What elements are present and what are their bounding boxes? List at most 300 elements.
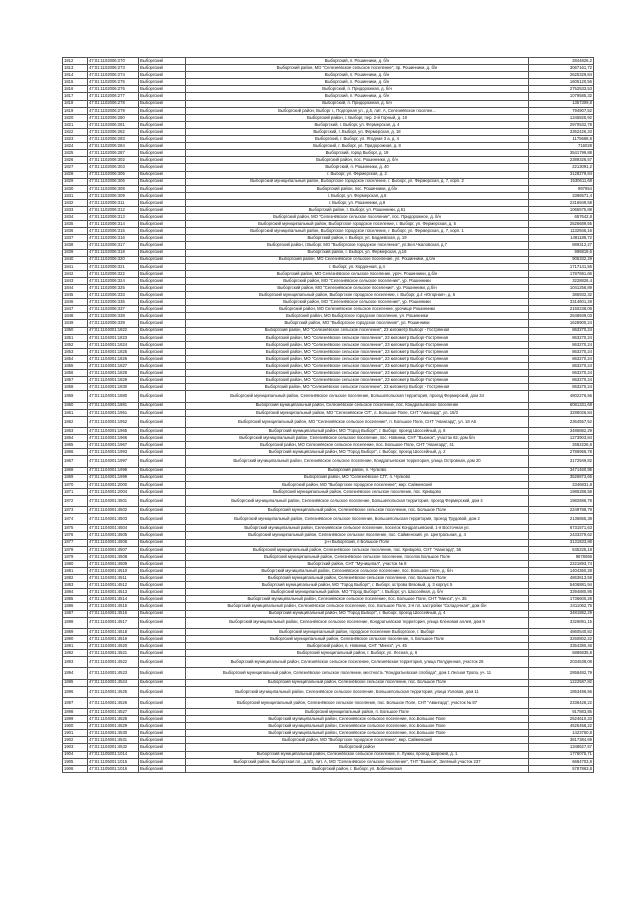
row-number-cell: 1822: [63, 128, 88, 135]
address-cell: Выборгский муниципальный район, Селезнёвское сельское поселение, пос. Большое Поле, СНТ "Авангард", участок № 87: [186, 697, 529, 708]
row-number-cell: 1889: [63, 628, 88, 635]
district-cell: Выборгский: [139, 150, 186, 157]
district-cell: Выборгский: [139, 474, 186, 481]
cadastral-value-cell: 2389326,57: [529, 157, 594, 164]
address-cell: Выборгский район, МО "Селезнёвское сельское поселение", ур. Рошинники: [186, 277, 529, 284]
row-number-cell: 1878: [63, 546, 88, 553]
cadastral-number-cell: 47:01:1104001:4502: [88, 507, 139, 514]
cadastral-number-cell: 47:01:1104001:4504: [88, 525, 139, 532]
cadastral-value-cell: 6081331,68: [529, 402, 594, 409]
address-cell: Выборгский муниципальный район, Селезнёвское сельское поселение, пос. Новинки, СНТ "Вьюнок", участок 62, дом б/н: [186, 435, 529, 442]
cadastral-number-cell: 47:01:1104001:1967: [88, 442, 139, 449]
address-cell: Выборгский муниципальный район, Селезнёвское сельское поселение, пос.Большое Поле: [186, 730, 529, 737]
row-number-cell: 1856: [63, 370, 88, 377]
table-row: [63, 525, 594, 532]
cadastral-number-cell: 47:01:1105001:1015: [88, 758, 139, 765]
table-row: [63, 192, 594, 199]
cadastral-number-cell: 47:01:1104001:1826: [88, 355, 139, 362]
cadastral-number-cell: 47:01:1104001:1829: [88, 377, 139, 384]
district-cell: Выборгский: [139, 514, 186, 525]
table-row: [63, 617, 594, 628]
cadastral-value-cell: 2524610,33: [529, 716, 594, 723]
address-cell: Выборгский муниципальный район, Селезнёвское сельское поселение, пос. Большое Поле: [186, 507, 529, 514]
address-cell: Выборгский муниципальный район, МО "Селезнёвское СП", п. Большое Поле, СНТ "Авангард", ул. 18/3: [186, 409, 529, 416]
table-row: [63, 474, 594, 481]
cadastral-value-cell: 863270,24: [529, 363, 594, 370]
address-cell: Выборгский, п. Придорожная, д. б/н: [186, 86, 529, 93]
row-number-cell: 1847: [63, 306, 88, 313]
district-cell: Выборгский: [139, 171, 186, 178]
district-cell: Выборгский: [139, 100, 186, 107]
cadastral-value-cell: 545225,18: [529, 546, 594, 553]
row-number-cell: 1884: [63, 589, 88, 596]
district-cell: Выборгский: [139, 751, 186, 758]
cadastral-value-cell: 3260802,22: [529, 635, 594, 642]
cadastral-number-cell: 47:01:1104001:1824: [88, 341, 139, 348]
row-number-cell: 1827: [63, 164, 88, 171]
cadastral-number-cell: 47:01:1102006:287: [88, 150, 139, 157]
row-number-cell: 1833: [63, 206, 88, 213]
district-cell: Выборгский: [139, 377, 186, 384]
table-row: [63, 341, 594, 348]
address-cell: Выборгский, г. Выборг, ул. Придорожная, д. 8: [186, 143, 529, 150]
row-number-cell: 1840: [63, 256, 88, 263]
table-row: [63, 716, 594, 723]
district-cell: Выборгский: [139, 192, 186, 199]
district-cell: Выборгский: [139, 567, 186, 574]
district-cell: Выборгский: [139, 560, 186, 567]
table-row: [63, 164, 594, 171]
address-cell: Выборгский муниципальный район, Выборгское городское поселение, г. Выборг, ул. Фермерская, д. 5: [186, 221, 529, 228]
cadastral-value-cell: 1985286,58: [529, 488, 594, 495]
table-row: [63, 178, 594, 185]
cadastral-number-cell: 47:01:1104001:4509: [88, 560, 139, 567]
cadastral-value-cell: 1736600,28: [529, 596, 594, 603]
row-number-cell: 1874: [63, 514, 88, 525]
table-row: [63, 150, 594, 157]
property-register-table: [62, 57, 594, 773]
row-number-cell: 1879: [63, 553, 88, 560]
cadastral-number-cell: 47:01:1102006:278: [88, 100, 139, 107]
address-cell: Выборгский район, МО "Селезнёвское сельское поселение", ур. Рошинники: [186, 299, 529, 306]
district-cell: Выборгский: [139, 334, 186, 341]
cadastral-number-cell: 47:01:1104001:1823: [88, 334, 139, 341]
cadastral-value-cell: 4525458,22: [529, 723, 594, 730]
cadastral-number-cell: 47:01:1104001:4511: [88, 575, 139, 582]
cadastral-number-cell: 47:01:1104001:4529: [88, 723, 139, 730]
row-number-cell: 1831: [63, 192, 88, 199]
row-number-cell: 1857: [63, 377, 88, 384]
table-row: [63, 363, 594, 370]
table-row: [63, 206, 594, 213]
table-row: [63, 143, 594, 150]
address-cell: Выборгский район, СНТ "Муниципал", участок № 8: [186, 560, 529, 567]
row-number-cell: 1893: [63, 657, 88, 668]
district-cell: Выборгский: [139, 628, 186, 635]
row-number-cell: 1825: [63, 150, 88, 157]
district-cell: Выборгский: [139, 292, 186, 299]
table-row: [63, 171, 594, 178]
address-cell: Выборгский район, МО "Селезнёвское сельское поселение", 23 километр Выборг-Гострянная: [186, 370, 529, 377]
address-cell: Выборгский муниципальный район, Селезнёвское сельское поселение, пос. Большое Поле, д. б/н: [186, 567, 529, 574]
row-number-cell: 1869: [63, 474, 88, 481]
row-number-cell: 1846: [63, 299, 88, 306]
address-cell: Выборгский район, МО Селезнёвское сельское поселение, урочище Рошинники: [186, 306, 529, 313]
row-number-cell: 1849: [63, 320, 88, 327]
address-cell: Выборгский район, МО Выборгское городское поселение, ул. Рошинники: [186, 313, 529, 320]
cadastral-number-cell: 47:01:1104001:1951: [88, 409, 139, 416]
table-row: [63, 481, 594, 488]
row-number-cell: 1860: [63, 402, 88, 409]
cadastral-value-cell: 2221893,74: [529, 560, 594, 567]
district-cell: Выборгский: [139, 256, 186, 263]
row-number-cell: 1848: [63, 313, 88, 320]
cadastral-value-cell: 863270,24: [529, 384, 594, 391]
table-row: [63, 758, 594, 765]
cadastral-number-cell: 47:01:1102006:333: [88, 292, 139, 299]
district-cell: Выборгский: [139, 488, 186, 495]
address-cell: р-н Выборгский, п Большое Поле: [186, 539, 529, 546]
row-number-cell: 1864: [63, 435, 88, 442]
district-cell: Выборгский: [139, 539, 186, 546]
table-row: [63, 427, 594, 434]
cadastral-number-cell: 47:01:1102006:270: [88, 58, 139, 65]
row-number-cell: 1876: [63, 532, 88, 539]
district-cell: Выборгский: [139, 642, 186, 649]
cadastral-value-cell: 6731571,63: [529, 525, 594, 532]
cadastral-value-cell: 5886835,8: [529, 650, 594, 657]
row-number-cell: 1904: [63, 751, 88, 758]
table-row: [63, 214, 594, 221]
cadastral-number-cell: 47:01:1104001:4517: [88, 617, 139, 628]
cadastral-value-cell: 3172949,82: [529, 456, 594, 467]
address-cell: Выборгский муниципальный район, Селезнёвское сельское поселение, пос. Кривцово, СНТ "Авангард", 55: [186, 546, 529, 553]
row-number-cell: 1816: [63, 86, 88, 93]
address-cell: г. Выборг, ул. Рошинники, д.8: [186, 199, 529, 206]
cadastral-number-cell: 47:01:1102006:324: [88, 277, 139, 284]
cadastral-number-cell: 47:01:1102006:317: [88, 242, 139, 249]
row-number-cell: 1891: [63, 642, 88, 649]
table-row: [63, 86, 594, 93]
table-row: [63, 391, 594, 402]
table-row: [63, 589, 594, 596]
row-number-cell: 1837: [63, 235, 88, 242]
table-row: [63, 128, 594, 135]
address-cell: Выборгский, г. Выборг, ул. Фермерская, д. 4: [186, 121, 529, 128]
district-cell: Выборгский: [139, 157, 186, 164]
cadastral-number-cell: 47:01:1102006:321: [88, 263, 139, 270]
row-number-cell: 1903: [63, 744, 88, 751]
cadastral-value-cell: 1222587,82: [529, 679, 594, 686]
cadastral-number-cell: 47:01:1104001:4514: [88, 596, 139, 603]
cadastral-number-cell: 47:01:1104001:1825: [88, 348, 139, 355]
district-cell: Выборгский: [139, 525, 186, 532]
cadastral-value-cell: 4860540,82: [529, 628, 594, 635]
cadastral-number-cell: 47:01:1104001:4523: [88, 668, 139, 679]
table-row: [63, 467, 594, 474]
cadastral-value-cell: 1717141,56: [529, 263, 594, 270]
cadastral-value-cell: 794907,52: [529, 107, 594, 114]
cadastral-number-cell: 47:01:1104001:4507: [88, 546, 139, 553]
row-number-cell: 1819: [63, 107, 88, 114]
district-cell: Выборгский: [139, 277, 186, 284]
row-number-cell: 1875: [63, 525, 88, 532]
address-cell: Выборгский муниципальный район, Селезнёвское сельское поселение, пос.Большое Поле: [186, 723, 529, 730]
cadastral-number-cell: 47:01:1102006:284: [88, 143, 139, 150]
address-cell: Выборгский район, г.Выборг, МО "Выборгское городское поселение", ул.Бел.Чкаловская, д.7: [186, 242, 529, 249]
table-row: [63, 560, 594, 567]
cadastral-number-cell: 47:01:1104001:1828: [88, 370, 139, 377]
row-number-cell: 1905: [63, 758, 88, 765]
cadastral-value-cell: 2346831,8: [529, 481, 594, 488]
row-number-cell: 1888: [63, 617, 88, 628]
cadastral-number-cell: 47:01:1104001:1993: [88, 449, 139, 456]
address-cell: Выборгский муниципальный район, Селезнёвское сельское поселение, Большепольская территория, проезд Трудовой, дом 2: [186, 514, 529, 525]
cadastral-number-cell: 47:01:1102006:282: [88, 128, 139, 135]
row-number-cell: 1834: [63, 214, 88, 221]
district-cell: Выборгский: [139, 668, 186, 679]
address-cell: Выборгский муниципальный район, МО "Город Выборг", г. Выборг, проезд Шоссейный, д. 6: [186, 427, 529, 434]
row-number-cell: 1868: [63, 467, 88, 474]
cadastral-number-cell: 47:01:1104001:4515: [88, 603, 139, 610]
cadastral-value-cell: 1345825,92: [529, 114, 594, 121]
row-number-cell: 1897: [63, 697, 88, 708]
district-cell: Выборгский: [139, 716, 186, 723]
row-number-cell: 1843: [63, 277, 88, 284]
cadastral-value-cell: 1404360,28: [529, 567, 594, 574]
address-cell: Выборгский район, г. Выборг, ул. Фермерская, д.16: [186, 249, 529, 256]
cadastral-number-cell: 47:01:1104001:4527: [88, 709, 139, 716]
address-cell: Выборгский район, г. Выборг, пер. 2-й Горный, д. 10: [186, 114, 529, 121]
cadastral-number-cell: 47:01:1104001:4531: [88, 737, 139, 744]
row-number-cell: 1841: [63, 263, 88, 270]
cadastral-value-cell: 2336428,22: [529, 697, 594, 708]
cadastral-number-cell: 47:01:1104001:2000: [88, 481, 139, 488]
cadastral-number-cell: 47:01:1102006:320: [88, 256, 139, 263]
address-cell: Выборгский, п. Рошинники, д. 40: [186, 164, 529, 171]
address-cell: Выборгский муниципальный район, Выборгское городское поселение, г. Выборг, ул. Фермерская, д. 7, корп. 2: [186, 178, 529, 185]
row-number-cell: 1901: [63, 730, 88, 737]
table-row: [63, 235, 594, 242]
address-cell: Выборгский, г. Выборг, ул. Ягодная 3 а, д. 4: [186, 136, 529, 143]
cadastral-value-cell: 1065575,88: [529, 206, 594, 213]
district-cell: Выборгский: [139, 306, 186, 313]
cadastral-number-cell: 47:01:1102006:316: [88, 235, 139, 242]
cadastral-number-cell: 47:01:1102006:281: [88, 121, 139, 128]
address-cell: г. Выборг, ул. Фермерская, д. 2: [186, 171, 529, 178]
row-number-cell: 1894: [63, 668, 88, 679]
cadastral-value-cell: 3817384,69: [529, 737, 594, 744]
table-row: [63, 751, 594, 758]
table-row: [63, 657, 594, 668]
cadastral-number-cell: 47:01:1104001:4510: [88, 567, 139, 574]
row-number-cell: 1853: [63, 348, 88, 355]
row-number-cell: 1861: [63, 409, 88, 416]
address-cell: Выборгский муниципальный район, Селезнёвское сельское поселение, Большепольская территория, проезд Фермерский, дом 4: [186, 495, 529, 506]
table-row: [63, 488, 594, 495]
table-row: [63, 370, 594, 377]
table-row: [63, 306, 594, 313]
district-cell: Выборгский: [139, 58, 186, 65]
table-row: [63, 121, 594, 128]
table-row: [63, 249, 594, 256]
address-cell: Выборгский, город Выборг, д. 19: [186, 150, 529, 157]
district-cell: Выборгский: [139, 384, 186, 391]
row-number-cell: 1880: [63, 560, 88, 567]
cadastral-value-cell: 905332,29: [529, 256, 594, 263]
table-row: [63, 409, 594, 416]
row-number-cell: 1859: [63, 391, 88, 402]
cadastral-number-cell: 47:01:1104001:1822: [88, 327, 139, 334]
district-cell: Выборгский: [139, 737, 186, 744]
address-cell: Выборгский муниципальный район, Селезнёвское сельское поселение, Селезнёвская территория, улица Полуденная, участок 26: [186, 657, 529, 668]
district-cell: Выборгский: [139, 596, 186, 603]
cadastral-value-cell: 2249788,79: [529, 507, 594, 514]
row-number-cell: 1865: [63, 442, 88, 449]
district-cell: Выборгский: [139, 285, 186, 292]
cadastral-number-cell: 47:01:1105001:1016: [88, 765, 139, 772]
district-cell: Выборгский: [139, 481, 186, 488]
cadastral-number-cell: 47:01:1104001:4516: [88, 610, 139, 617]
address-cell: Выборгский муниципальный район, МО "Город Выборг", г. Выборг, проезд Шоссейный, д. 4: [186, 610, 529, 617]
cadastral-number-cell: 47:01:1104001:4522: [88, 657, 139, 668]
table-row: [63, 737, 594, 744]
district-cell: Выборгский: [139, 758, 186, 765]
district-cell: Выборгский: [139, 263, 186, 270]
district-cell: Выборгский: [139, 723, 186, 730]
cadastral-value-cell: 3288026,84: [529, 409, 594, 416]
address-cell: Выборгский муниципальный район, г. Выборг, ул. Лесная, д. 6: [186, 650, 529, 657]
cadastral-number-cell: 47:01:1102006:312: [88, 206, 139, 213]
table-row: [63, 532, 594, 539]
cadastral-value-cell: 3526873,65: [529, 474, 594, 481]
cadastral-value-cell: 863270,24: [529, 334, 594, 341]
district-cell: Выборгский: [139, 214, 186, 221]
district-cell: Выборгский: [139, 228, 186, 235]
cadastral-value-cell: 1605120,56: [529, 79, 594, 86]
cadastral-value-cell: 716028: [529, 143, 594, 150]
cadastral-value-cell: 2433379,62: [529, 532, 594, 539]
district-cell: Выборгский: [139, 650, 186, 657]
cadastral-value-cell: 2316949,58: [529, 199, 594, 206]
cadastral-number-cell: 47:01:1102006:279: [88, 107, 139, 114]
district-cell: Выборгский: [139, 427, 186, 434]
cadastral-value-cell: 3326891,15: [529, 617, 594, 628]
address-cell: Выборгский район, пос. Рошинники, д. б/н: [186, 157, 529, 164]
district-cell: Выборгский: [139, 456, 186, 467]
cadastral-value-cell: 3131833,86: [529, 539, 594, 546]
row-number-cell: 1821: [63, 121, 88, 128]
row-number-cell: 1887: [63, 610, 88, 617]
cadastral-number-cell: 47:01:1102006:315: [88, 228, 139, 235]
address-cell: Выборгский район, МО "Селезнёвское сельское поселение", ур. Рошинники, д.б/н: [186, 285, 529, 292]
district-cell: Выборгский: [139, 370, 186, 377]
table-row: [63, 442, 594, 449]
cadastral-number-cell: 47:01:1104001:4524: [88, 679, 139, 686]
table-row: [63, 567, 594, 574]
district-cell: Выборгский: [139, 363, 186, 370]
row-number-cell: 1813: [63, 65, 88, 72]
cadastral-number-cell: 47:01:1104001:4506: [88, 539, 139, 546]
table-row: [63, 292, 594, 299]
cadastral-number-cell: 47:01:1104001:4518: [88, 628, 139, 635]
district-cell: Выборгский: [139, 341, 186, 348]
district-cell: Выборгский: [139, 136, 186, 143]
address-cell: Выборгский муниципальный район, Селезнёвское сельское поселение, поселок Кондратьевский, 1-я Восточная ул.: [186, 525, 529, 532]
row-number-cell: 1900: [63, 723, 88, 730]
address-cell: г. Выборг, ул. Кордонная, д.4: [186, 263, 529, 270]
cadastral-number-cell: 47:01:1102006:318: [88, 249, 139, 256]
row-number-cell: 1871: [63, 488, 88, 495]
cadastral-value-cell: 2034538,08: [529, 657, 594, 668]
table-row: [63, 642, 594, 649]
cadastral-value-cell: 889312,27: [529, 242, 594, 249]
cadastral-value-cell: 2548949,03: [529, 313, 594, 320]
cadastral-value-cell: 863270,24: [529, 370, 594, 377]
address-cell: Выборгский район, МО "Выборгское городское поселение", мкр. Сайменский: [186, 481, 529, 488]
table-row: [63, 377, 594, 384]
row-number-cell: 1885: [63, 596, 88, 603]
cadastral-value-cell: 385932,32: [529, 292, 594, 299]
row-number-cell: 1838: [63, 242, 88, 249]
cadastral-value-cell: 2582226,8: [529, 442, 594, 449]
table-row: [63, 270, 594, 277]
district-cell: Выборгский: [139, 355, 186, 362]
table-row: [63, 242, 594, 249]
table-row: [63, 58, 594, 65]
table-row: [63, 730, 594, 737]
table-row: [63, 185, 594, 192]
cadastral-number-cell: 47:01:1104001:1952: [88, 416, 139, 427]
address-cell: Выборгский муниципальный район, Селезнёвское сельское поселение, пос. Большое Поле, СНТ "Минск", уч. 35: [186, 596, 529, 603]
table-row: [63, 72, 594, 79]
cadastral-value-cell: 2364557,52: [529, 416, 594, 427]
table-row: [63, 650, 594, 657]
district-cell: Выборгский: [139, 65, 186, 72]
row-number-cell: 1906: [63, 765, 88, 772]
cadastral-number-cell: 47:01:1104001:1965: [88, 427, 139, 434]
district-cell: Выборгский: [139, 686, 186, 697]
cadastral-number-cell: 47:01:1102006:274: [88, 72, 139, 79]
cadastral-value-cell: 6684703,9: [529, 758, 594, 765]
cadastral-value-cell: 2858482,79: [529, 668, 594, 679]
address-cell: Выборгский район, МО "Выборгское городское поселение", ул. Рошинники: [186, 320, 529, 327]
address-cell: Выборгский муниципальный район, Селезнёвское сельское поселение, пос.Большое Поле: [186, 716, 529, 723]
cadastral-value-cell: 3354380,46: [529, 642, 594, 649]
cadastral-value-cell: 1273903,84: [529, 435, 594, 442]
row-number-cell: 1823: [63, 136, 88, 143]
row-number-cell: 1896: [63, 686, 88, 697]
table-row: [63, 114, 594, 121]
cadastral-value-cell: 2844826,2: [529, 58, 594, 65]
register-body: [63, 58, 594, 773]
row-number-cell: 1899: [63, 716, 88, 723]
cadastral-value-cell: 1348627,57: [529, 744, 594, 751]
cadastral-value-cell: 1787691,66: [529, 270, 594, 277]
table-row: [63, 327, 594, 334]
district-cell: Выборгский: [139, 93, 186, 100]
address-cell: Выборгский район, г. Выборг, ул. Бадаевская, д. 19: [186, 235, 529, 242]
address-cell: Выборгский район, МО Селезнёвское сельское поселение, пос. Большое Поле, СНТ "Авангард", 41: [186, 442, 529, 449]
table-row: [63, 107, 594, 114]
row-number-cell: 1824: [63, 143, 88, 150]
row-number-cell: 1870: [63, 481, 88, 488]
table-row: [63, 596, 594, 603]
cadastral-value-cell: 3485882,29: [529, 427, 594, 434]
table-row: [63, 221, 594, 228]
district-cell: Выборгский: [139, 532, 186, 539]
cadastral-value-cell: 917883,85: [529, 709, 594, 716]
